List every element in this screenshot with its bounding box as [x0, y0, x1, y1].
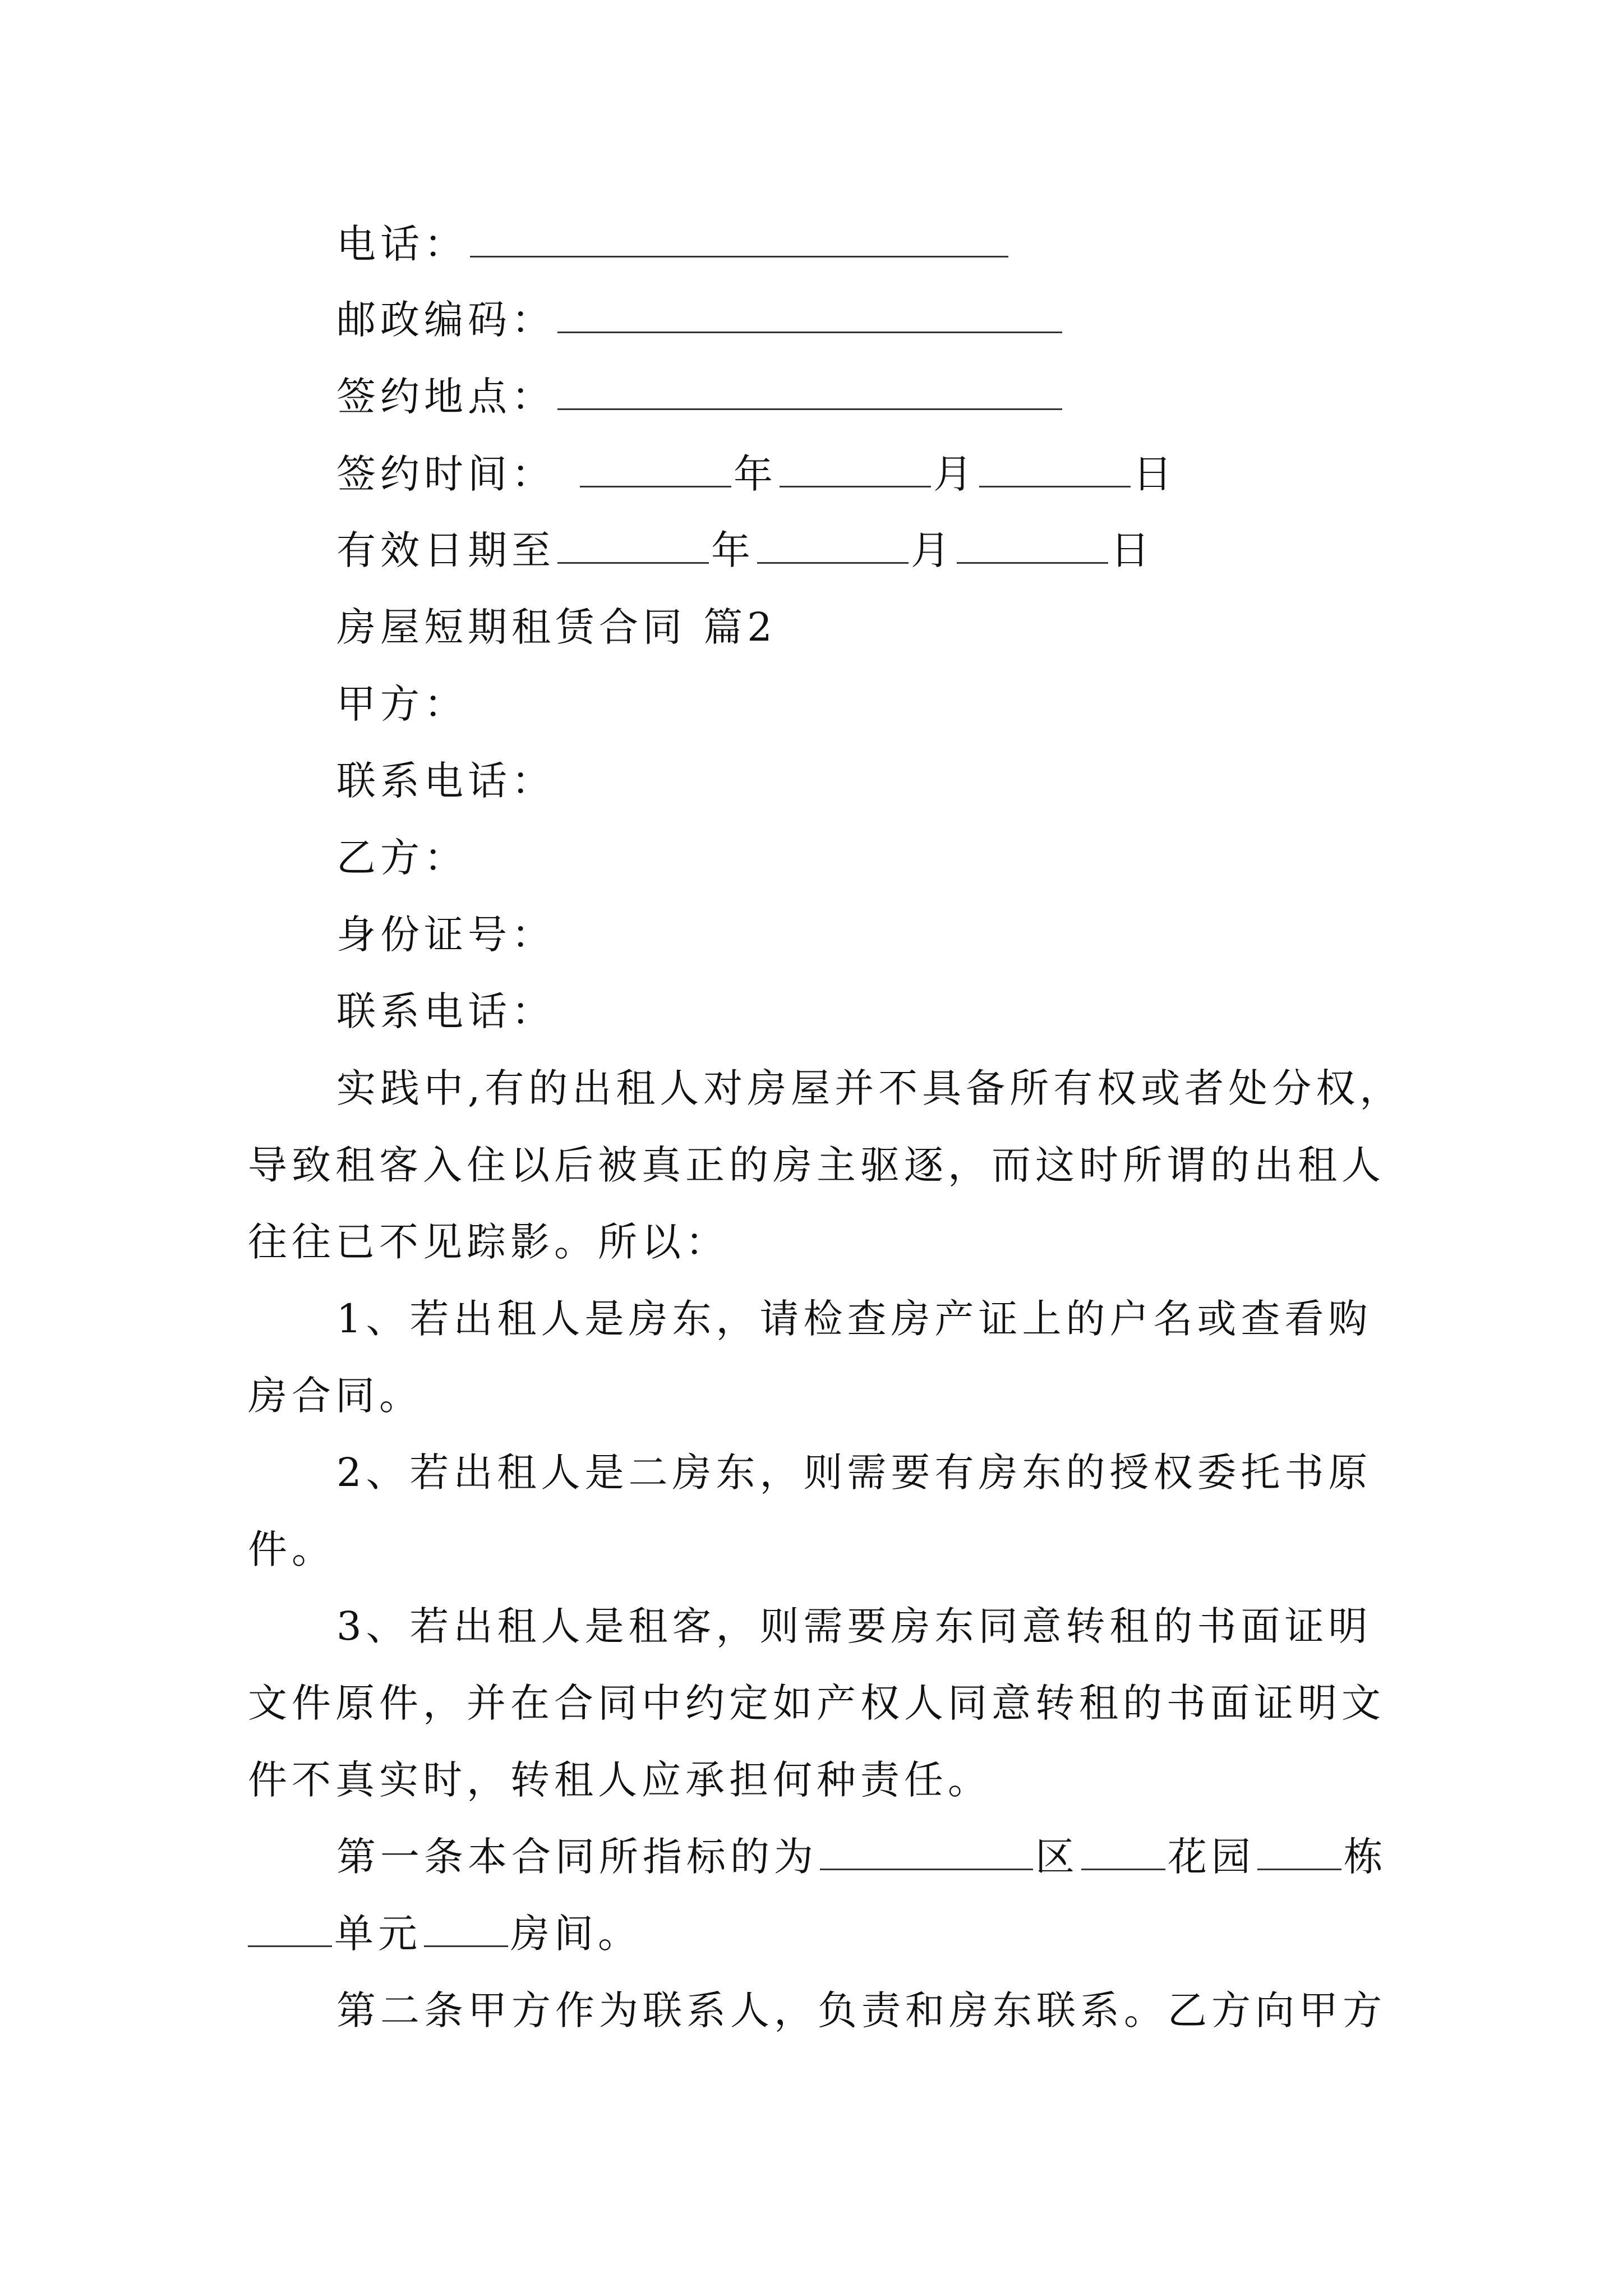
sign-time-label: 签约时间： — [336, 451, 555, 497]
party-a-label: 甲方： — [336, 681, 468, 727]
valid-day-blank — [957, 530, 1108, 564]
paragraph-3-line-1: 2、若出租人是二房东，则需要有房东的授权委托书原 — [336, 1450, 1372, 1496]
sign-place-line — [336, 366, 1064, 427]
paragraph-4-line-1: 3、若出租人是租客，则需要房东同意转租的书面证明 — [336, 1603, 1372, 1649]
article-1-text-a: 第一条本合同所指标的为 — [336, 1834, 818, 1880]
paragraph-3-line-2: 件。 — [248, 1526, 335, 1572]
paragraph-4-line-3: 件不真实时，转租人应承担何种责任。 — [248, 1757, 992, 1803]
paragraph-2-line-1: 1、若出租人是房东，请检查房产证上的户名或查看购 — [336, 1296, 1372, 1342]
valid-until-label: 有效日期至 — [336, 527, 555, 573]
article-1-text-f: 房间。 — [510, 1911, 642, 1957]
building-blank — [1257, 1836, 1341, 1870]
sign-day-label: 日 — [1133, 451, 1177, 497]
valid-day-label: 日 — [1110, 527, 1154, 573]
phone-label: 电话： — [336, 221, 468, 267]
sign-year-blank — [580, 453, 731, 487]
paragraph-1-line-1: 实践中,有的出租人对房屋并不具备所有权或者处分权， — [336, 1065, 1404, 1111]
garden-blank — [1081, 1836, 1165, 1870]
district-blank — [820, 1836, 1033, 1870]
article-1-text-e: 单元 — [334, 1911, 422, 1957]
phone-line — [336, 213, 1011, 275]
postcode-label: 邮政编码： — [336, 297, 555, 343]
sign-month-label: 月 — [933, 451, 977, 497]
valid-year-label: 年 — [711, 527, 755, 573]
unit-blank — [248, 1913, 332, 1947]
sign-year-label: 年 — [734, 451, 777, 497]
valid-month-blank — [757, 530, 909, 564]
paragraph-2-line-2: 房合同。 — [248, 1373, 423, 1419]
sign-month-blank — [780, 453, 931, 487]
valid-month-label: 月 — [911, 527, 955, 573]
section-title: 房屋短期租赁合同 篇2 — [336, 604, 777, 650]
postcode-blank — [557, 299, 1062, 333]
postcode-line — [336, 289, 1064, 351]
article-1-text-c: 花园 — [1168, 1834, 1255, 1880]
article-2-line-1: 第二条甲方作为联系人，负责和房东联系。乙方向甲方 — [336, 1987, 1386, 2033]
id-number-label: 身份证号： — [336, 912, 555, 958]
sign-day-blank — [979, 453, 1131, 487]
article-1-text-d: 栋 — [1344, 1834, 1387, 1880]
paragraph-1-line-3: 往往已不见踪影。所以： — [248, 1219, 729, 1265]
valid-year-blank — [557, 530, 709, 564]
article-1-text-b: 区 — [1035, 1834, 1079, 1880]
paragraph-1-line-2: 导致租客入住以后被真正的房主驱逐，而这时所谓的出租人 — [248, 1142, 1385, 1188]
sign-place-label: 签约地点： — [336, 374, 555, 420]
party-b-label: 乙方： — [336, 835, 468, 881]
valid-until-line — [336, 519, 1154, 581]
party-b-phone-label: 联系电话： — [336, 988, 555, 1034]
room-blank — [424, 1913, 508, 1947]
party-a-phone-label: 联系电话： — [336, 758, 555, 804]
paragraph-4-line-2: 文件原件，并在合同中约定如产权人同意转租的书面证明文 — [248, 1680, 1385, 1726]
phone-blank — [470, 223, 1008, 257]
article-1-line-2 — [248, 1903, 642, 1964]
sign-place-blank — [557, 376, 1062, 410]
sign-time-line — [336, 443, 1177, 505]
article-1-line-1 — [336, 1826, 1387, 1888]
